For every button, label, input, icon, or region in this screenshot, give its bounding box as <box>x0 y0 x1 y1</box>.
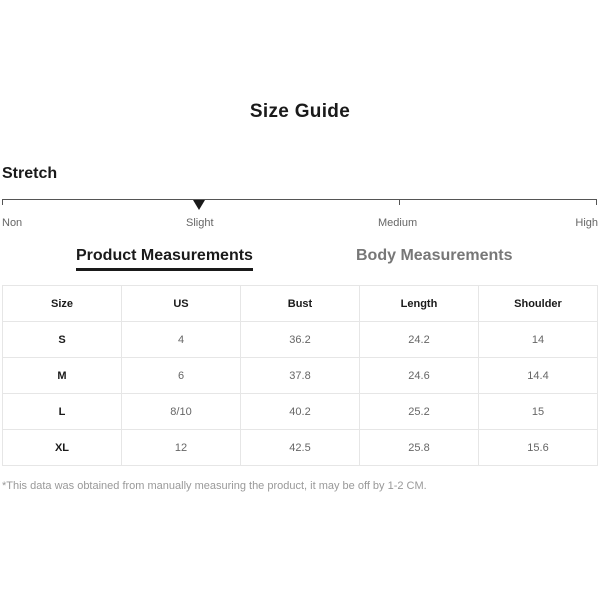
cell-us: 4 <box>122 322 241 358</box>
cell-shoulder: 14 <box>479 322 598 358</box>
header-size: Size <box>3 286 122 322</box>
cell-us: 6 <box>122 358 241 394</box>
stretch-pointer-icon <box>193 200 205 210</box>
header-bust: Bust <box>241 286 360 322</box>
stretch-label-high: High <box>575 217 598 229</box>
measurement-note: *This data was obtained from manually measuring the product, it may be off by 1-2 CM. <box>2 480 427 492</box>
table-row <box>3 394 598 430</box>
header-us: US <box>122 286 241 322</box>
table-header-row <box>3 286 598 322</box>
cell-shoulder: 15.6 <box>479 430 598 466</box>
cell-shoulder: 14.4 <box>479 358 598 394</box>
cell-size: L <box>3 394 122 430</box>
cell-size: S <box>3 322 122 358</box>
stretch-tick-medium <box>399 199 400 205</box>
table-row <box>3 430 598 466</box>
stretch-label-slight: Slight <box>186 217 214 229</box>
cell-length: 25.2 <box>360 394 479 430</box>
tab-product-measurements[interactable]: Product Measurements <box>76 247 253 271</box>
cell-bust: 36.2 <box>241 322 360 358</box>
header-length: Length <box>360 286 479 322</box>
cell-length: 24.6 <box>360 358 479 394</box>
cell-shoulder: 15 <box>479 394 598 430</box>
cell-size: M <box>3 358 122 394</box>
cell-length: 25.8 <box>360 430 479 466</box>
cell-length: 24.2 <box>360 322 479 358</box>
stretch-tick-high <box>596 199 597 205</box>
tab-body-measurements[interactable]: Body Measurements <box>356 247 513 264</box>
stretch-heading: Stretch <box>2 165 58 182</box>
header-shoulder: Shoulder <box>479 286 598 322</box>
cell-us: 12 <box>122 430 241 466</box>
page-title: Size Guide <box>249 101 351 122</box>
cell-bust: 42.5 <box>241 430 360 466</box>
stretch-label-medium: Medium <box>378 217 418 229</box>
table-row <box>3 358 598 394</box>
cell-bust: 37.8 <box>241 358 360 394</box>
stretch-tick-non <box>2 199 3 205</box>
cell-bust: 40.2 <box>241 394 360 430</box>
table-row <box>3 322 598 358</box>
cell-us: 8/10 <box>122 394 241 430</box>
stretch-label-non: Non <box>2 217 23 229</box>
size-table <box>2 285 598 466</box>
cell-size: XL <box>3 430 122 466</box>
stretch-scale-line <box>2 199 597 200</box>
